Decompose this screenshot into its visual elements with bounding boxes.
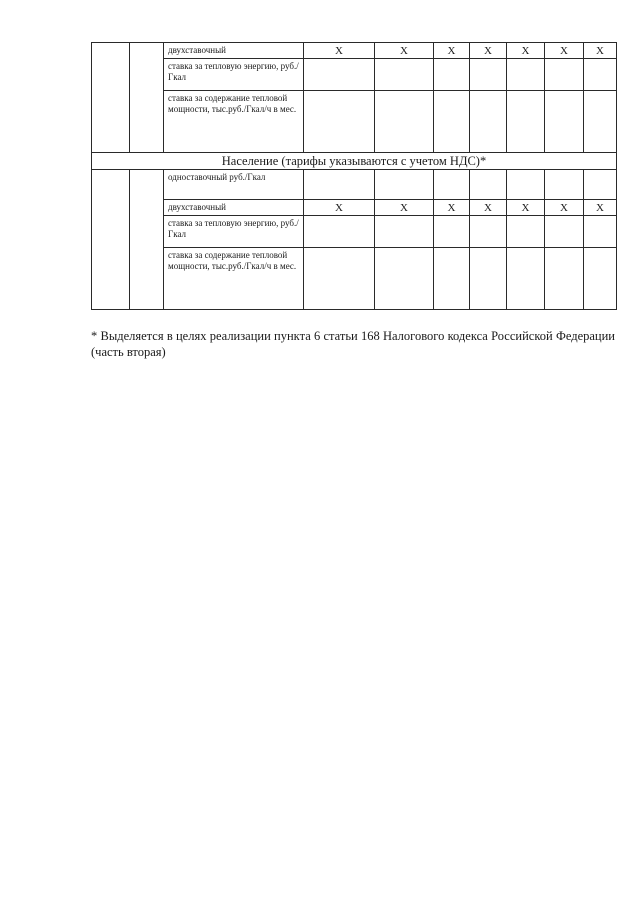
tariff-table <box>91 42 617 310</box>
value-cell <box>545 170 584 200</box>
x-mark: Х <box>545 43 584 59</box>
one-part-label: одноставочный руб./Гкал <box>164 170 304 200</box>
x-mark: Х <box>434 200 470 216</box>
value-cell <box>470 216 507 248</box>
table-row <box>92 216 617 248</box>
value-cell <box>304 91 375 153</box>
value-cell <box>375 248 434 310</box>
value-cell <box>545 59 584 91</box>
value-cell <box>375 216 434 248</box>
table-row <box>92 248 617 310</box>
value-cell <box>375 91 434 153</box>
value-cell <box>584 59 617 91</box>
two-part-label: двухставочный <box>164 200 304 216</box>
table-row <box>92 200 617 216</box>
table-row <box>92 91 617 153</box>
value-cell <box>375 170 434 200</box>
table-row <box>92 43 617 59</box>
value-cell <box>584 170 617 200</box>
energy-rate-label: ставка за тепловую энергию, руб./Гкал <box>164 216 304 248</box>
value-cell <box>470 91 507 153</box>
footnote: * Выделяется в целях реализации пункта 6 статьи 168 Налогового кодекса Российской Федерации (часть вторая) <box>91 329 615 359</box>
x-mark: Х <box>507 200 545 216</box>
capacity-rate-label: ставка за содержание тепловой мощности, тыс.руб./Гкал/ч в мес. <box>164 248 304 310</box>
value-cell <box>304 59 375 91</box>
value-cell <box>545 91 584 153</box>
x-mark: Х <box>584 200 617 216</box>
value-cell <box>584 216 617 248</box>
value-cell <box>545 216 584 248</box>
x-mark: Х <box>545 200 584 216</box>
value-cell <box>470 248 507 310</box>
two-part-label: двухставочный <box>164 43 304 59</box>
x-mark: Х <box>507 43 545 59</box>
x-mark: Х <box>304 43 375 59</box>
x-mark: Х <box>304 200 375 216</box>
x-mark: Х <box>584 43 617 59</box>
value-cell <box>584 91 617 153</box>
value-cell <box>304 248 375 310</box>
value-cell <box>507 91 545 153</box>
value-cell <box>434 170 470 200</box>
index-cell <box>92 43 130 153</box>
table-row <box>92 170 617 200</box>
x-mark: Х <box>375 43 434 59</box>
value-cell <box>304 170 375 200</box>
section-title: Население (тарифы указываются с учетом НДС)* <box>92 153 617 170</box>
value-cell <box>434 91 470 153</box>
value-cell <box>470 170 507 200</box>
value-cell <box>375 59 434 91</box>
x-mark: Х <box>470 43 507 59</box>
value-cell <box>545 248 584 310</box>
value-cell <box>470 59 507 91</box>
value-cell <box>507 216 545 248</box>
value-cell <box>434 216 470 248</box>
value-cell <box>584 248 617 310</box>
x-mark: Х <box>470 200 507 216</box>
capacity-rate-label: ставка за содержание тепловой мощности, тыс.руб./Гкал/ч в мес. <box>164 91 304 153</box>
code-cell <box>130 43 164 153</box>
value-cell <box>304 216 375 248</box>
value-cell <box>507 59 545 91</box>
value-cell <box>434 248 470 310</box>
x-mark: Х <box>434 43 470 59</box>
value-cell <box>507 248 545 310</box>
x-mark: Х <box>375 200 434 216</box>
value-cell <box>507 170 545 200</box>
table-row <box>92 59 617 91</box>
code-cell <box>130 170 164 310</box>
value-cell <box>434 59 470 91</box>
energy-rate-label: ставка за тепловую энергию, руб./Гкал <box>164 59 304 91</box>
index-cell <box>92 170 130 310</box>
table-row <box>92 153 617 170</box>
